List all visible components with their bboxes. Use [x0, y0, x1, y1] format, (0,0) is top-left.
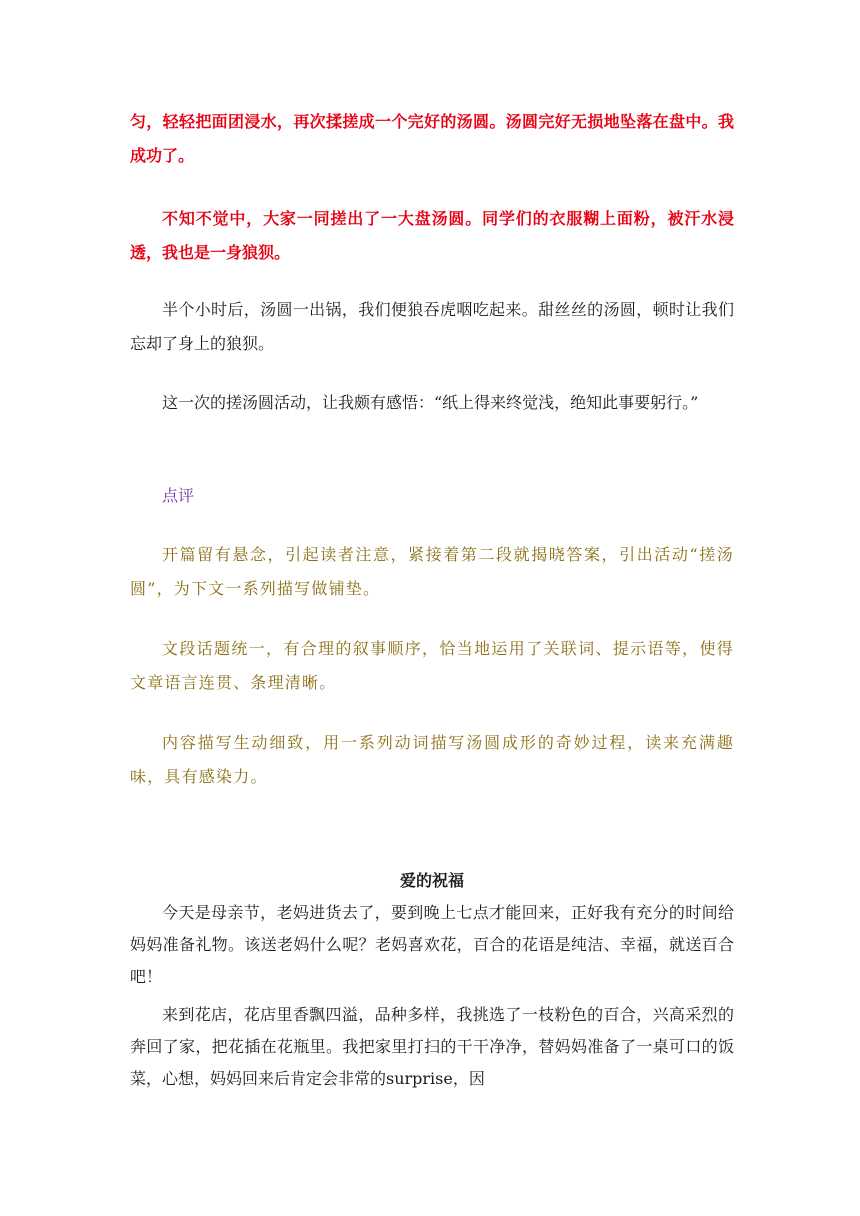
story-title: 爱的祝福 — [399, 871, 464, 890]
review-comment-2: 文段话题统一，有合理的叙事顺序，恰当地运用了关联词、提示语等，使得文章语言连贯、条理清晰。 — [130, 639, 734, 692]
essay-paragraph-3: 半个小时后，汤圆一出锅，我们便狼吞虎咽吃起来。甜丝丝的汤圆，顿时让我们忘却了身上的狼狈。 — [130, 300, 734, 353]
story-paragraph-1: 今天是母亲节，老妈进货去了，要到晚上七点才能回来，正好我有充分的时间给妈妈准备礼物。该送老妈什么呢？老妈喜欢花，百合的花语是纯洁、幸福，就送百合吧！ — [130, 903, 734, 986]
essay-paragraph-4: 这一次的搓汤圆活动，让我颇有感悟：“纸上得来终觉浅，绝知此事要躬行。” — [162, 393, 699, 412]
review-comment-1: 开篇留有悬念，引起读者注意，紧接着第二段就揭晓答案，引出活动“搓汤圆”，为下文一系列描写做铺垫。 — [130, 545, 734, 598]
essay-paragraph-1: 匀，轻轻把面团浸水，再次揉搓成一个完好的汤圆。汤圆完好无损地坠落在盘中。我成功了。 — [130, 112, 734, 165]
essay-paragraph-2: 不知不觉中，大家一同搓出了一大盘汤圆。同学们的衣服糊上面粉，被汗水浸透，我也是一身狼狈。 — [130, 209, 734, 262]
review-heading: 点评 — [162, 486, 195, 505]
review-comment-3: 内容描写生动细致，用一系列动词描写汤圆成形的奇妙过程，读来充满趣味，具有感染力。 — [130, 733, 734, 786]
story-paragraph-2: 来到花店，花店里香飘四溢，品种多样，我挑选了一枝粉色的百合，兴高采烈的奔回了家，把花插在花瓶里。我把家里打扫的干干净净，替妈妈准备了一桌可口的饭菜，心想，妈妈回来后肯定会非常的surprise，因 — [130, 1005, 734, 1088]
